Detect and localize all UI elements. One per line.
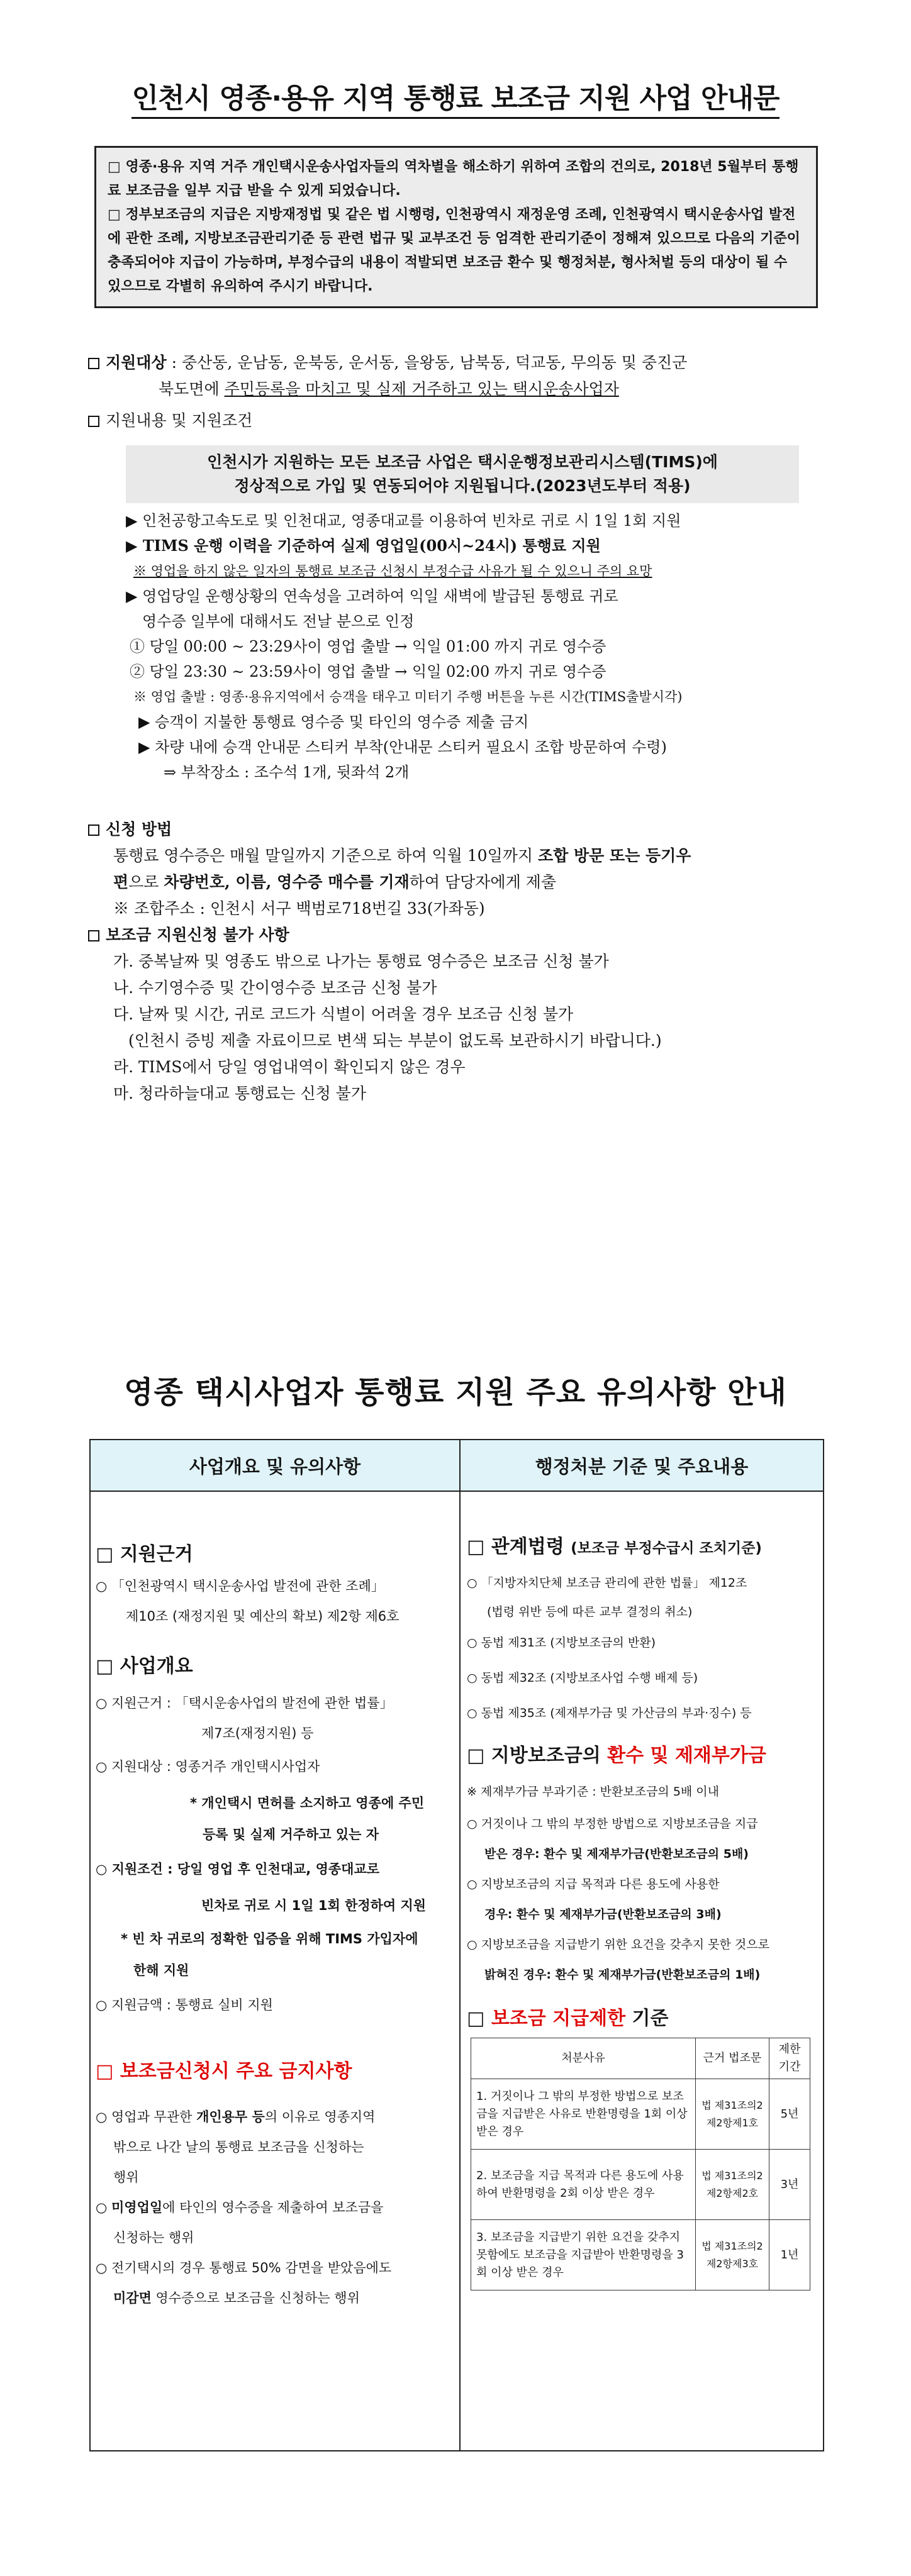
basis-item: 제10조 (재정지원 및 예산의 확보) 제2항 제6호	[126, 1609, 400, 1624]
left-column	[96, 1536, 454, 2313]
section-label: 지원대상	[106, 353, 167, 372]
exclude-item: 나. 수기영수증 및 간이영수증 보조금 신청 불가	[113, 979, 437, 997]
checkbox-square-icon	[88, 358, 99, 369]
table-cell: 법 제31조의2 제2항제2호	[696, 2150, 769, 2220]
checkbox-square-icon	[88, 824, 99, 836]
target-section	[88, 350, 830, 402]
guide-table	[89, 1439, 824, 2451]
refund-item: 경우: 환수 및 제재부가금(반환보조금의 3배)	[484, 1907, 722, 1921]
table-cell: 법 제31조의2 제2항제3호	[696, 2220, 769, 2290]
ban-text: 밖으로 나간 날의 통행료 보조금을 신청하는	[113, 2140, 364, 2155]
ban-text-bold: 미영업일	[111, 2200, 163, 2215]
restriction-table	[471, 2038, 810, 2290]
refund-title: □ 지방보조금의	[467, 1745, 608, 1767]
table-cell: 3년	[769, 2150, 810, 2220]
overview-item: ○ 지원조건 : 당일 영업 후 인천대교, 영종대교로	[96, 1862, 380, 1877]
law-item: ○ 「지방자치단체 보조금 관리에 관한 법률」 제12조	[467, 1576, 747, 1590]
exclude-item: 가. 중복날짜 및 영종도 밖으로 나가는 통행료 영수증은 보조금 신청 불가	[113, 952, 609, 970]
table-cell: 2. 보조금을 지급 목적과 다른 용도에 사용하여 반환명령을 2회 이상 받은 경우	[471, 2150, 696, 2220]
target-text: 북도면에	[159, 380, 225, 398]
ban-title: □ 보조금신청시 주요 금지사항	[96, 2060, 352, 2082]
section-label: 지원내용 및 지원조건	[106, 411, 253, 430]
law-item: (법령 위반 등에 따른 교부 결정의 취소)	[487, 1605, 693, 1619]
overview-note: 등록 및 실제 거주하고 있는 자	[203, 1827, 379, 1842]
exclude-item: 마. 청라하늘대교 통행료는 신청 불가	[113, 1084, 366, 1102]
apply-text: 하여 담당자에게 제출	[409, 873, 556, 891]
exclude-item: (인천시 증빙 제출 자료이므로 변색 되는 부분이 없도록 보관하시기 바랍니다.)	[128, 1031, 662, 1050]
section-label: 신청 방법	[106, 820, 172, 838]
page2-title: 영종 택시사업자 통행료 지원 주요 유의사항 안내	[124, 1375, 787, 1410]
law-title: □ 관계법령	[467, 1536, 564, 1558]
tims-notice-line: 인천시가 지원하는 모든 보조금 사업은 택시운행정보관리시스템(TIMS)에	[207, 453, 718, 471]
table-header-cell: 처분사유	[471, 2038, 696, 2079]
checkbox-square-icon	[88, 930, 99, 941]
apply-text: 으로	[128, 873, 164, 891]
section-label: 보조금 지원신청 불가 사항	[106, 926, 289, 944]
table-cell: 3. 보조금을 지급받기 위한 요건을 갖추지 못함에도 보조금을 지급받아 반환명령을 3회 이상 받은 경우	[471, 2220, 696, 2290]
column-header-right: 행정처분 기준 및 주요내용	[461, 1440, 823, 1492]
ban-text-bold: 미감면	[113, 2290, 152, 2306]
law-subtitle: (보조금 부정수급시 조치기준)	[571, 1540, 762, 1557]
table-row	[471, 2150, 810, 2220]
condition-item: ▶ TIMS 운행 이력을 기준하여 실제 영업일(00시~24시) 통행료 지원	[126, 536, 601, 555]
right-column	[467, 1528, 820, 2290]
column-header-left: 사업개요 및 유의사항	[91, 1440, 459, 1492]
limit-title: □	[467, 2007, 491, 2029]
table-header-cell: 근거 법조문	[696, 2038, 769, 2079]
notice-paragraph: □ 영종·용유 지역 거주 개인택시운송사업자들의 역차별을 해소하기 위하여 조합의 건의로, 2018년 5월부터 통행료 보조금을 일부 지급 받을 수 있게 되었습니다.	[108, 159, 799, 199]
table-row	[471, 2079, 810, 2150]
overview-item: ○ 지원금액 : 통행료 실비 지원	[96, 1997, 273, 2012]
ban-text: 의 이유로 영종지역	[264, 2109, 376, 2124]
ban-text: 에 타인의 영수증을 제출하여 보조금을	[162, 2200, 384, 2215]
overview-note: * 개인택시 면허를 소지하고 영종에 주민	[190, 1796, 425, 1811]
apply-text: 통행료 영수증은 매월 말일까지 기준으로 하여 익월 10일까지	[113, 847, 538, 865]
condition-note: ※ 영업 출발 : 영종·용유지역에서 승객을 태우고 미터기 주행 버튼을 누른 시간(TIMS출발시각)	[133, 689, 683, 704]
condition-item: ② 당일 23:30 ~ 23:59사이 영업 출발 → 익일 02:00 까지 귀로 영수증	[130, 663, 606, 680]
exclude-item: 라. TIMS에서 당일 영업내역이 확인되지 않은 경우	[113, 1058, 466, 1076]
limit-title: 기준	[625, 2007, 669, 2029]
condition-item: ▶ 승객이 지불한 통행료 영수증 및 타인의 영수증 제출 금지	[138, 713, 529, 731]
restriction-table-header	[471, 2038, 810, 2079]
table-row	[471, 2220, 810, 2290]
law-item: ○ 동법 제31조 (지방보조금의 반환)	[467, 1636, 656, 1650]
target-text: : 중산동, 운남동, 운북동, 운서동, 을왕동, 남북동, 덕교동, 무의동 및 중진군	[171, 353, 688, 372]
condition-item: ▶ 차량 내에 승객 안내문 스티커 부착(안내문 스티커 필요시 조합 방문하여 수령)	[138, 738, 667, 756]
checkbox-square-icon	[88, 416, 99, 427]
overview-item: ○ 지원근거 : 「택시운송사업의 발전에 관한 법률」	[96, 1696, 393, 1711]
basis-title: □ 지원근거	[96, 1543, 193, 1565]
table-cell: 1년	[769, 2220, 810, 2290]
law-item: ○ 동법 제32조 (지방보조사업 수행 배제 등)	[467, 1671, 698, 1685]
page-title: 인천시 영종·용유 지역 통행료 보조금 지원 사업 안내문	[0, 75, 911, 116]
overview-note: * 빈 차 귀로의 정확한 입증을 위해 TIMS 가입자에	[121, 1931, 418, 1946]
ban-text-bold: 개인용무 등	[196, 2109, 265, 2124]
refund-item: 밝혀진 경우: 환수 및 제재부가금(반환보조금의 1배)	[484, 1968, 761, 1982]
refund-item: ○ 거짓이나 그 밖의 부정한 방법으로 지방보조금을 지급	[467, 1817, 758, 1831]
apply-text-bold: 조합 방문 또는 등기우	[538, 847, 691, 865]
refund-item: 받은 경우: 환수 및 제재부가금(반환보조금의 5배)	[484, 1847, 749, 1861]
table-cell: 1. 거짓이나 그 밖의 부정한 방법으로 보조금을 지급받은 사유로 반환명령을 1회 이상 받은 경우	[471, 2079, 696, 2150]
union-address: ※ 조합주소 : 인천시 서구 백범로718번길 33(가좌동)	[113, 899, 485, 918]
exclude-item: 다. 날짜 및 시간, 귀로 코드가 식별이 어려울 경우 보조금 신청 불가	[113, 1005, 574, 1023]
ban-text: 신청하는 행위	[113, 2230, 194, 2245]
condition-item: ▶ 인천공항고속도로 및 인천대교, 영종대교를 이용하여 빈차로 귀로 시 1일 1회 지원	[126, 512, 681, 530]
refund-title-highlight: 환수 및 제재부가금	[607, 1745, 766, 1767]
target-text-underlined: 주민등록을 마치고 및 실제 거주하고 있는 택시운송사업자	[224, 380, 619, 398]
table-cell: 법 제31조의2 제2항제1호	[696, 2079, 769, 2150]
table-cell: 5년	[769, 2079, 810, 2150]
refund-item: ○ 지방보조금을 지급받기 위한 요건을 갖추지 못한 것으로	[467, 1938, 769, 1951]
refund-note: ※ 제재부가금 부과기준 : 반환보조금의 5배 이내	[467, 1785, 720, 1799]
condition-item: ⇒ 부착장소 : 조수석 1개, 뒷좌석 2개	[164, 763, 410, 781]
ban-text: 행위	[113, 2170, 139, 2185]
overview-title: □ 사업개요	[96, 1655, 193, 1677]
table-header-cell: 제한기간	[769, 2038, 810, 2079]
condition-item: 영수증 일부에 대해서도 전날 분으로 인정	[142, 613, 415, 630]
ban-text: ○	[96, 2200, 111, 2215]
notice-box	[94, 146, 818, 308]
ban-text: ○ 영업과 무관한	[96, 2109, 197, 2124]
overview-note: 한해 지원	[133, 1963, 189, 1978]
ban-text: 영수증으로 보조금을 신청하는 행위	[151, 2290, 360, 2306]
content-section	[88, 408, 830, 434]
column-divider	[459, 1440, 461, 2450]
conditions-list	[126, 508, 830, 785]
exclude-section	[88, 922, 830, 1107]
apply-text-bold: 편	[113, 873, 129, 891]
overview-item: 빈차로 귀로 시 1일 1회 한정하여 지원	[201, 1898, 427, 1913]
overview-item: ○ 지원대상 : 영종거주 개인택시사업자	[96, 1759, 320, 1774]
condition-note: ※ 영업을 하지 않은 일자의 통행료 보조금 신청시 부정수급 사유가 될 수 있으니 주의 요망	[133, 564, 652, 579]
apply-section	[88, 816, 830, 922]
basis-item: ○ 「인천광역시 택시운송사업 발전에 관한 조례」	[96, 1579, 384, 1594]
notice-paragraph: □ 정부보조금의 지급은 지방재정법 및 같은 법 시행령, 인천광역시 재정운영 조례, 인천광역시 택시운송사업 발전에 관한 조례, 지방보조금관리기준 등 관련 법규 및 교부조건 등 엄격한 관리기준이 정해져 있으므로 다음의 기준이 충족되어야 지급이 가능하며, 부정수급의 내용이 적발되면 보조금 환수 및 행정처분, 형사처벌 등의 대상이 될 수 있으므로 각별히 유의하여 주시기 바랍니다.	[108, 207, 800, 294]
condition-item: ▶ 영업당일 운행상황의 연속성을 고려하여 익일 새벽에 발급된 통행료 귀로	[126, 587, 618, 605]
tims-notice-line: 정상적으로 가입 및 연동되어야 지원됩니다.(2023년도부터 적용)	[234, 477, 691, 495]
ban-text: ○ 전기택시의 경우 통행료 50% 감면을 받았음에도	[96, 2260, 392, 2275]
condition-item: ① 당일 00:00 ~ 23:29사이 영업 출발 → 익일 01:00 까지 귀로 영수증	[130, 638, 606, 655]
overview-item: 제7조(재정지원) 등	[201, 1726, 314, 1741]
refund-item: ○ 지방보조금의 지급 목적과 다른 용도에 사용한	[467, 1877, 720, 1891]
limit-title-highlight: 보조금 지급제한	[491, 2007, 626, 2029]
law-item: ○ 동법 제35조 (제재부가금 및 가산금의 부과·징수) 등	[467, 1706, 752, 1720]
tims-notice	[126, 445, 799, 503]
apply-text-bold: 차량번호, 이름, 영수증 매수를 기재	[164, 873, 410, 891]
